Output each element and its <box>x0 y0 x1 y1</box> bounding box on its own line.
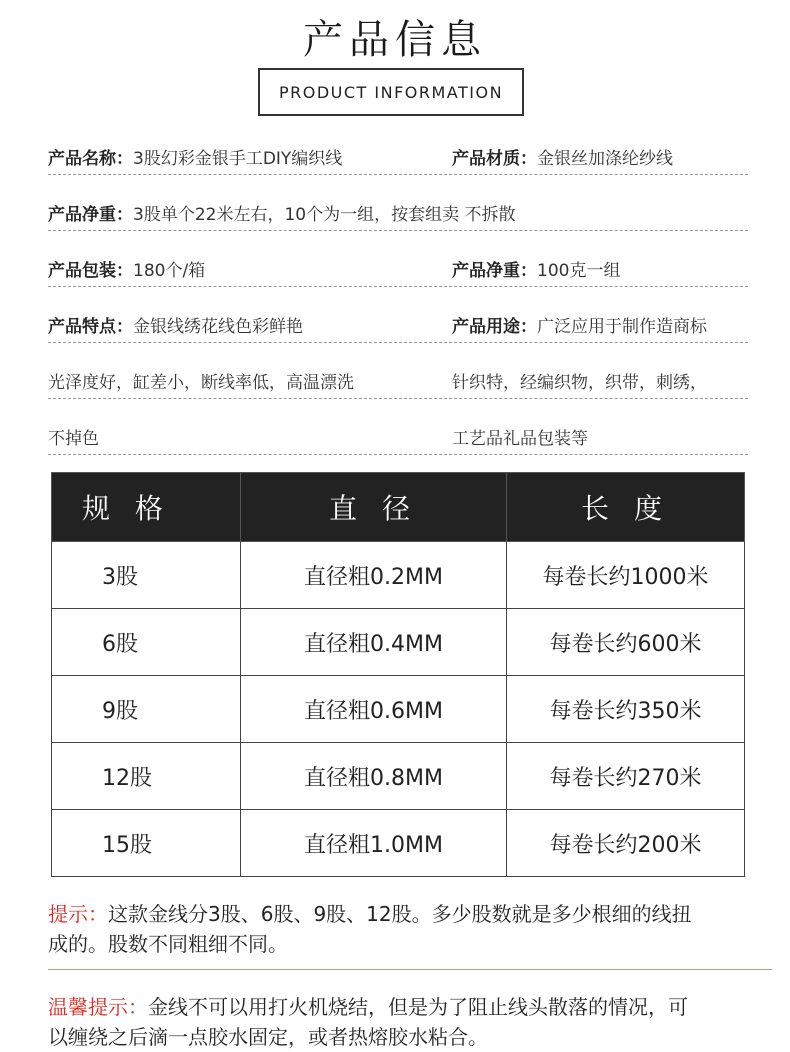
material-value: 金银丝加涤纶纱线 <box>537 149 673 169</box>
divider <box>48 969 772 970</box>
package-value: 180个/箱 <box>133 261 206 281</box>
feature-line-2: 光泽度好，缸差小，断线率低，高温漂洗 <box>48 373 354 393</box>
info-row-feature-3 <box>48 424 748 455</box>
spec-table <box>51 472 745 877</box>
weight-value: 3股单个22米左右，10个为一组，按套组卖 不拆散 <box>133 205 516 225</box>
header-diameter: 直 径 <box>241 473 507 542</box>
table-row <box>52 542 745 609</box>
tip-text-line-2: 成的。股数不同粗细不同。 <box>48 932 288 956</box>
warm-tip-label: 温馨提示： <box>48 995 148 1019</box>
material-label: 产品材质： <box>452 149 537 169</box>
info-row-feature <box>48 312 748 343</box>
usage-line-2: 针织特，经编织物，织带，刺绣， <box>452 373 707 393</box>
tip-label: 提示： <box>48 902 108 926</box>
warm-tip-text-line-2: 以缠绕之后滴一点胶水固定，或者热熔胶水粘合。 <box>48 1025 488 1049</box>
usage-value: 广泛应用于制作造商标 <box>537 317 707 337</box>
table-row <box>52 743 745 810</box>
cell-length: 每卷长约350米 <box>507 676 745 743</box>
cell-diameter: 直径粗0.2MM <box>241 542 507 609</box>
tip-note <box>48 899 768 959</box>
header-length: 长 度 <box>507 473 745 542</box>
package-label: 产品包装： <box>48 261 133 281</box>
cell-length: 每卷长约600米 <box>507 609 745 676</box>
cell-spec: 6股 <box>52 609 241 676</box>
warm-tip-text-line-1: 金线不可以用打火机烧结，但是为了阻止线头散落的情况，可 <box>148 995 688 1019</box>
table-row <box>52 609 745 676</box>
warm-tip-note <box>48 992 768 1052</box>
cell-length: 每卷长约1000米 <box>507 542 745 609</box>
info-row-package <box>48 256 748 287</box>
header-spec: 规 格 <box>52 473 241 542</box>
cell-diameter: 直径粗0.6MM <box>241 676 507 743</box>
cell-spec: 3股 <box>52 542 241 609</box>
tip-text-line-1: 这款金线分3股、6股、9股、12股。多少股数就是多少根细的线扭 <box>108 902 692 926</box>
name-value: 3股幻彩金银手工DIY编织线 <box>133 149 343 169</box>
table-row <box>52 810 745 877</box>
name-label: 产品名称： <box>48 149 133 169</box>
cell-length: 每卷长约200米 <box>507 810 745 877</box>
cell-spec: 12股 <box>52 743 241 810</box>
net-weight-label: 产品净重： <box>452 261 537 281</box>
info-row-weight <box>48 200 748 231</box>
page-title: 产品信息 <box>303 17 487 63</box>
cell-diameter: 直径粗0.4MM <box>241 609 507 676</box>
page-subtitle: PRODUCT INFORMATION <box>258 68 524 116</box>
cell-diameter: 直径粗1.0MM <box>241 810 507 877</box>
net-weight-value: 100克一组 <box>537 261 621 281</box>
spec-table-header <box>52 473 745 542</box>
weight-label: 产品净重： <box>48 205 133 225</box>
cell-diameter: 直径粗0.8MM <box>241 743 507 810</box>
feature-value: 金银线绣花线色彩鲜艳 <box>133 317 303 337</box>
feature-line-3: 不掉色 <box>48 429 99 449</box>
cell-length: 每卷长约270米 <box>507 743 745 810</box>
feature-label: 产品特点： <box>48 317 133 337</box>
usage-label: 产品用途： <box>452 317 537 337</box>
table-row <box>52 676 745 743</box>
usage-line-3: 工艺品礼品包装等 <box>452 429 588 449</box>
cell-spec: 9股 <box>52 676 241 743</box>
cell-spec: 15股 <box>52 810 241 877</box>
info-row-feature-2 <box>48 368 748 399</box>
info-row-name <box>48 144 748 175</box>
